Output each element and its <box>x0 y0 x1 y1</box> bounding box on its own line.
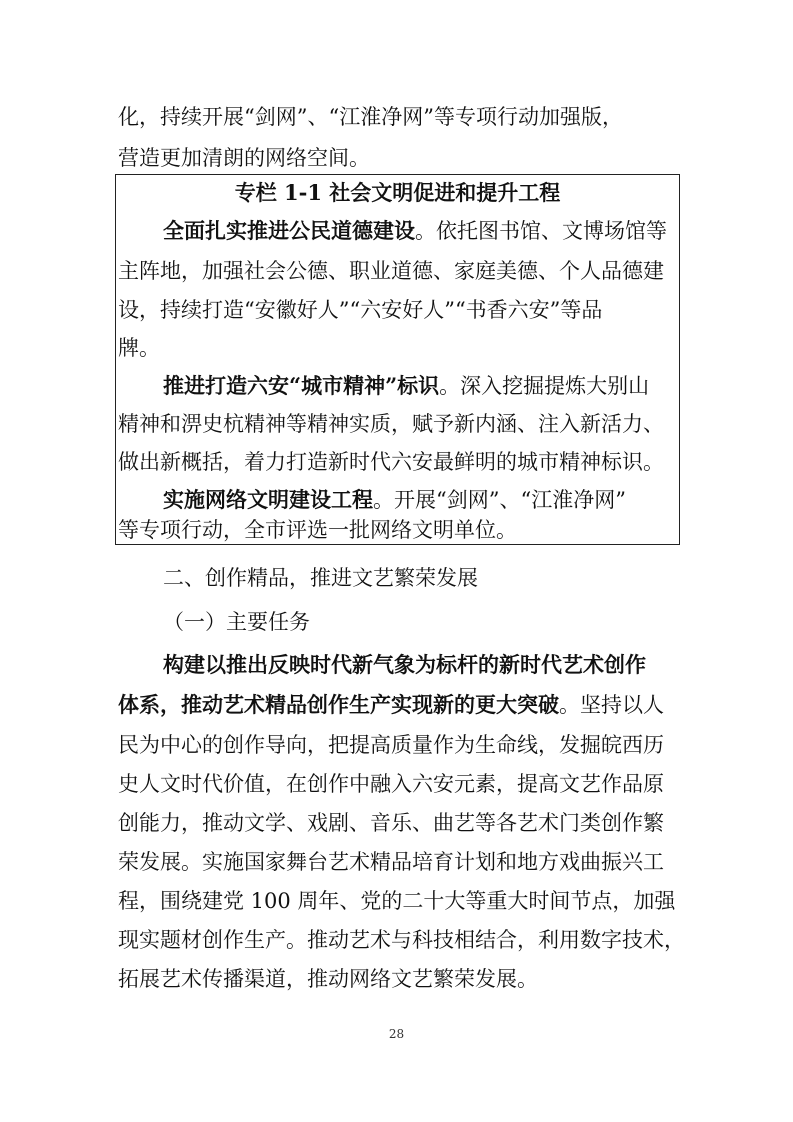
body-line-2-text: 。坚持以人 <box>559 693 664 717</box>
box-p1-line-1 <box>163 216 723 246</box>
body-line-8: 现实题材创作生产。推动艺术与科技相结合，利用数字技术， <box>118 928 685 952</box>
body-line-7: 程，围绕建党 100 周年、党的二十大等重大时间节点，加强 <box>118 889 676 913</box>
intro-line-2: 营造更加清朗的网络空间。 <box>118 146 370 170</box>
box-p2-heading: 推进打造六安“城市精神”标识 <box>163 373 440 398</box>
body-bold-line-1: 构建以推出反映时代新气象为标杆的新时代艺术创作 <box>163 652 646 677</box>
box-p2-line-2: 精神和淠史杭精神等精神实质，赋予新内涵、注入新活力、 <box>118 412 664 436</box>
box-p2-line-1 <box>163 371 723 401</box>
box-p1-line-2: 主阵地，加强社会公德、职业道德、家庭美德、个人品德建 <box>118 259 664 283</box>
body-line-2 <box>118 690 678 720</box>
page-number: 28 <box>388 1027 405 1041</box>
section-subheading: （一）主要任务 <box>163 610 310 634</box>
box-p1-line-3: 设，持续打造“安徽好人”“六安好人”“书香六安”等品 <box>118 298 603 322</box>
intro-line-1: 化，持续开展“剑网”、“江淮净网”等专项行动加强版， <box>118 105 623 129</box>
box-p3-text: 。开展“剑网”、“江淮净网” <box>373 488 626 512</box>
body-line-4: 史人文时代价值，在创作中融入六安元素，提高文艺作品原 <box>118 772 664 796</box>
body-line-3: 民为中心的创作导向，把提高质量作为生命线，发掘皖西历 <box>118 733 664 757</box>
section-heading: 二、创作精品，推进文艺繁荣发展 <box>163 566 478 590</box>
box-p3-heading: 实施网络文明建设工程 <box>163 487 373 512</box>
box-p2-text: 。深入挖掘提炼大别山 <box>439 374 650 398</box>
box-p1-line-4: 牌。 <box>118 336 160 360</box>
body-line-9: 拓展艺术传播渠道，推动网络文艺繁荣发展。 <box>118 967 538 991</box>
box-p3-line-2: 等专项行动，全市评选一批网络文明单位。 <box>118 518 517 542</box>
column-box-title: 专栏 1-1 社会文明促进和提升工程 <box>234 180 561 205</box>
box-p2-line-3: 做出新概括，着力打造新时代六安最鲜明的城市精神标识。 <box>118 450 664 474</box>
body-line-5: 创能力，推动文学、戏剧、音乐、曲艺等各艺术门类创作繁 <box>118 811 664 835</box>
box-p1-heading: 全面扎实推进公民道德建设 <box>163 218 415 243</box>
box-p1-text: 。依托图书馆、文博场馆等 <box>415 219 667 243</box>
box-p3-line-1 <box>163 485 723 515</box>
body-bold-line-2: 体系，推动艺术精品创作生产实现新的更大突破 <box>118 692 559 717</box>
body-line-6: 荣发展。实施国家舞台艺术精品培育计划和地方戏曲振兴工 <box>118 850 664 874</box>
